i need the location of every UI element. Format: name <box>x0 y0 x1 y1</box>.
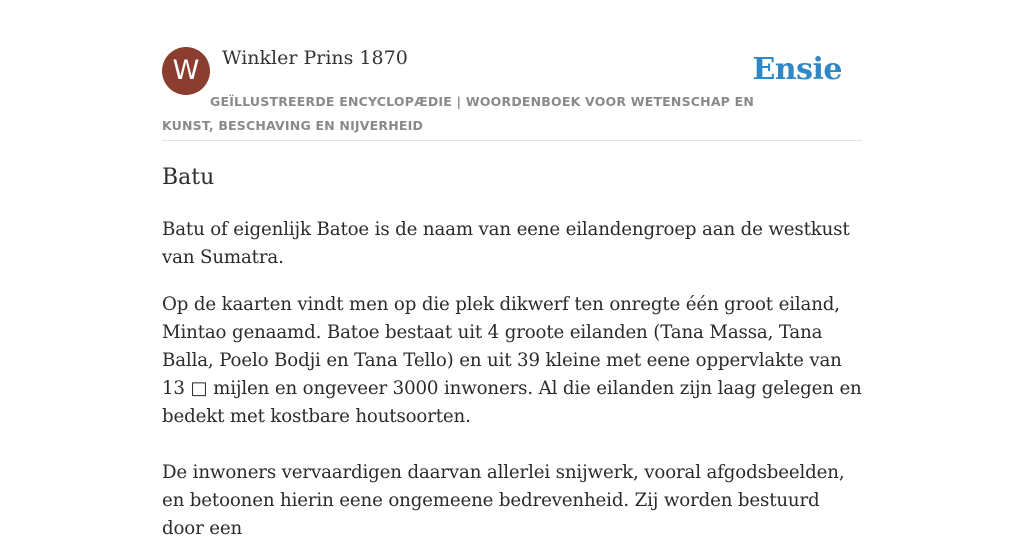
source-header <box>162 46 862 141</box>
source-title-link[interactable]: Winkler Prins 1870 <box>222 47 408 69</box>
ensie-logo[interactable]: Ensie <box>752 52 842 87</box>
article-paragraph: Op de kaarten vindt men op die plek dikwerf ten onregte één groot eiland, Mintao genaamd. Batoe bestaat uit 4 groote eilanden (Tana Massa, Tana Balla, Poelo Bodji en Tana Tello) en uit 39 kleine met eene oppervlakte van 13 □ mijlen en ongeveer 3000 inwoners. Al die eilanden zijn laag gelegen en bedekt met kostbare houtsoorten. <box>162 294 862 427</box>
article-paragraph: De inwoners vervaardigen daarvan allerlei snijwerk, vooral afgodsbeelden, en betoonen hierin eene ongemeene bedrevenheid. Zij worden bestuurd door een <box>162 462 845 539</box>
article-title: Batu <box>162 165 215 190</box>
article <box>162 160 862 543</box>
source-subtitle: GEÏLLUSTREERDE ENCYCLOPÆDIE | WOORDENBOEK VOOR WETENSCHAP EN KUNST, BESCHAVING EN NIJVERHEID <box>162 94 755 133</box>
source-avatar[interactable]: W <box>162 47 210 95</box>
article-paragraph: Batu of eigenlijk Batoe is de naam van eene eilandengroep aan de westkust van Sumatra. <box>162 219 850 268</box>
